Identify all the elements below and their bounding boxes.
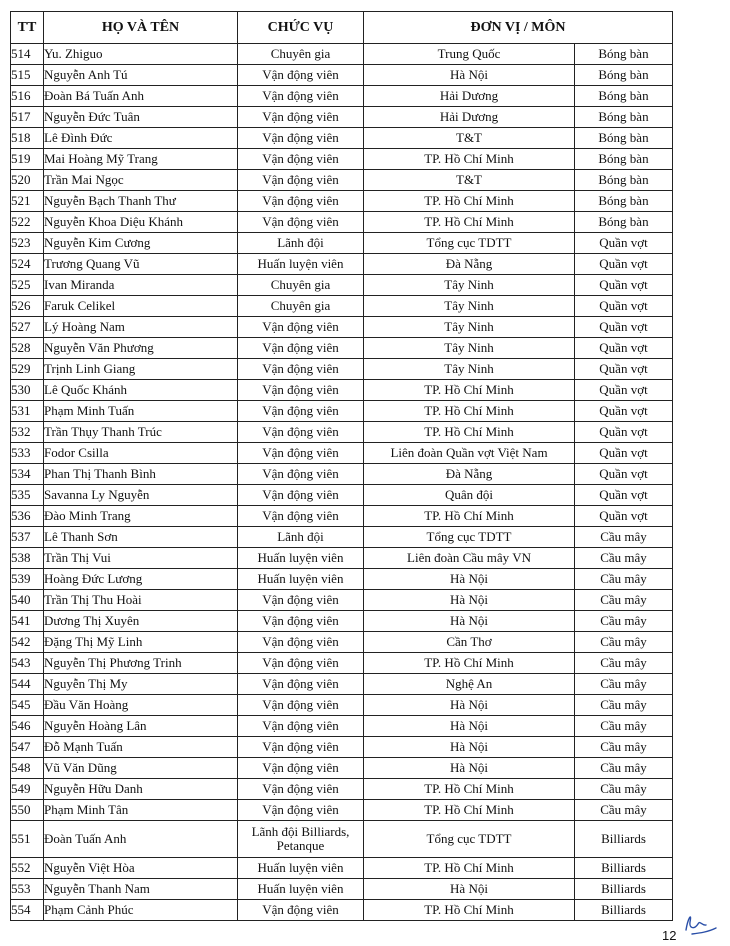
- cell-unit: Tây Ninh: [364, 317, 575, 338]
- cell-role: Vận động viên: [238, 338, 364, 359]
- cell-name: Đặng Thị Mỹ Linh: [44, 632, 238, 653]
- cell-tt: 519: [11, 149, 44, 170]
- cell-name: Trịnh Linh Giang: [44, 359, 238, 380]
- cell-name: Nguyễn Thị Phương Trinh: [44, 653, 238, 674]
- cell-unit: Hà Nội: [364, 879, 575, 900]
- cell-tt: 538: [11, 548, 44, 569]
- table-row: [11, 569, 673, 590]
- cell-unit: TP. Hồ Chí Minh: [364, 212, 575, 233]
- table-row: [11, 737, 673, 758]
- cell-unit: Liên đoàn Quần vợt Việt Nam: [364, 443, 575, 464]
- cell-role: Vận động viên: [238, 380, 364, 401]
- cell-sport: Bóng bàn: [575, 44, 673, 65]
- table-row: [11, 317, 673, 338]
- cell-role: Vận động viên: [238, 779, 364, 800]
- cell-role: Vận động viên: [238, 900, 364, 921]
- cell-name: Trương Quang Vũ: [44, 254, 238, 275]
- cell-role: Vận động viên: [238, 506, 364, 527]
- table-row: [11, 212, 673, 233]
- cell-role: Vận động viên: [238, 86, 364, 107]
- cell-unit: Quân đội: [364, 485, 575, 506]
- cell-tt: 522: [11, 212, 44, 233]
- table-row: [11, 800, 673, 821]
- cell-role: Vận động viên: [238, 632, 364, 653]
- table-row: [11, 44, 673, 65]
- cell-role: Vận động viên: [238, 653, 364, 674]
- cell-tt: 541: [11, 611, 44, 632]
- cell-name: Nguyễn Văn Phương: [44, 338, 238, 359]
- cell-name: Lê Đình Đức: [44, 128, 238, 149]
- cell-unit: TP. Hồ Chí Minh: [364, 149, 575, 170]
- cell-role: Vận động viên: [238, 674, 364, 695]
- cell-name: Lý Hoàng Nam: [44, 317, 238, 338]
- cell-sport: Quần vợt: [575, 485, 673, 506]
- cell-unit: TP. Hồ Chí Minh: [364, 800, 575, 821]
- cell-role: Chuyên gia: [238, 275, 364, 296]
- cell-unit: Nghệ An: [364, 674, 575, 695]
- cell-name: Trần Thụy Thanh Trúc: [44, 422, 238, 443]
- table-row: [11, 485, 673, 506]
- cell-role: Lãnh đội Billiards, Petanque: [238, 821, 364, 858]
- cell-sport: Quần vợt: [575, 464, 673, 485]
- cell-sport: Cầu mây: [575, 758, 673, 779]
- cell-name: Faruk Celikel: [44, 296, 238, 317]
- cell-role: Vận động viên: [238, 716, 364, 737]
- table-row: [11, 296, 673, 317]
- cell-unit: TP. Hồ Chí Minh: [364, 191, 575, 212]
- cell-role: Vận động viên: [238, 737, 364, 758]
- cell-tt: 546: [11, 716, 44, 737]
- cell-sport: Quần vợt: [575, 296, 673, 317]
- cell-unit: Hà Nội: [364, 695, 575, 716]
- cell-tt: 534: [11, 464, 44, 485]
- cell-sport: Cầu mây: [575, 632, 673, 653]
- roster-table: [10, 11, 673, 921]
- cell-name: Đoàn Bá Tuấn Anh: [44, 86, 238, 107]
- cell-sport: Quần vợt: [575, 380, 673, 401]
- cell-role: Huấn luyện viên: [238, 858, 364, 879]
- cell-tt: 518: [11, 128, 44, 149]
- cell-unit: TP. Hồ Chí Minh: [364, 900, 575, 921]
- table-row: [11, 359, 673, 380]
- table-row: [11, 443, 673, 464]
- table-row: [11, 821, 673, 858]
- cell-tt: 542: [11, 632, 44, 653]
- cell-unit: Trung Quốc: [364, 44, 575, 65]
- cell-tt: 550: [11, 800, 44, 821]
- cell-sport: Cầu mây: [575, 737, 673, 758]
- cell-name: Đầu Văn Hoàng: [44, 695, 238, 716]
- cell-unit: T&T: [364, 170, 575, 191]
- table-row: [11, 380, 673, 401]
- cell-sport: Cầu mây: [575, 527, 673, 548]
- cell-sport: Cầu mây: [575, 590, 673, 611]
- table-row: [11, 590, 673, 611]
- cell-sport: Bóng bàn: [575, 65, 673, 86]
- cell-sport: Cầu mây: [575, 569, 673, 590]
- cell-tt: 530: [11, 380, 44, 401]
- cell-unit: Tây Ninh: [364, 359, 575, 380]
- table-row: [11, 527, 673, 548]
- cell-name: Phạm Minh Tuấn: [44, 401, 238, 422]
- table-row: [11, 338, 673, 359]
- cell-tt: 529: [11, 359, 44, 380]
- cell-role: Vận động viên: [238, 212, 364, 233]
- cell-name: Nguyễn Đức Tuân: [44, 107, 238, 128]
- cell-unit: Liên đoàn Cầu mây VN: [364, 548, 575, 569]
- cell-unit: Hà Nội: [364, 611, 575, 632]
- table-row: [11, 611, 673, 632]
- cell-tt: 521: [11, 191, 44, 212]
- cell-role: Vận động viên: [238, 191, 364, 212]
- cell-tt: 545: [11, 695, 44, 716]
- cell-unit: Hà Nội: [364, 758, 575, 779]
- table-row: [11, 900, 673, 921]
- cell-name: Nguyễn Hữu Danh: [44, 779, 238, 800]
- cell-tt: 517: [11, 107, 44, 128]
- cell-sport: Quần vợt: [575, 233, 673, 254]
- cell-name: Nguyễn Bạch Thanh Thư: [44, 191, 238, 212]
- cell-sport: Billiards: [575, 900, 673, 921]
- table-row: [11, 653, 673, 674]
- cell-tt: 554: [11, 900, 44, 921]
- table-row: [11, 401, 673, 422]
- cell-unit: TP. Hồ Chí Minh: [364, 779, 575, 800]
- cell-sport: Cầu mây: [575, 653, 673, 674]
- table-row: [11, 65, 673, 86]
- cell-unit: Hải Dương: [364, 107, 575, 128]
- cell-name: Mai Hoàng Mỹ Trang: [44, 149, 238, 170]
- cell-name: Đỗ Mạnh Tuấn: [44, 737, 238, 758]
- cell-name: Phan Thị Thanh Bình: [44, 464, 238, 485]
- cell-role: Vận động viên: [238, 149, 364, 170]
- cell-tt: 515: [11, 65, 44, 86]
- table-row: [11, 107, 673, 128]
- cell-role: Vận động viên: [238, 695, 364, 716]
- cell-name: Yu. Zhiguo: [44, 44, 238, 65]
- cell-tt: 528: [11, 338, 44, 359]
- cell-name: Vũ Văn Dũng: [44, 758, 238, 779]
- cell-role: Huấn luyện viên: [238, 879, 364, 900]
- table-row: [11, 779, 673, 800]
- cell-name: Trần Thị Vui: [44, 548, 238, 569]
- table-row: [11, 128, 673, 149]
- cell-name: Trần Mai Ngọc: [44, 170, 238, 191]
- cell-sport: Quần vợt: [575, 359, 673, 380]
- table-row: [11, 506, 673, 527]
- cell-sport: Quần vợt: [575, 317, 673, 338]
- cell-name: Nguyễn Thanh Nam: [44, 879, 238, 900]
- cell-sport: Cầu mây: [575, 611, 673, 632]
- cell-name: Nguyễn Anh Tú: [44, 65, 238, 86]
- cell-tt: 544: [11, 674, 44, 695]
- cell-sport: Bóng bàn: [575, 212, 673, 233]
- cell-tt: 543: [11, 653, 44, 674]
- cell-unit: Tổng cục TDTT: [364, 821, 575, 858]
- cell-name: Hoàng Đức Lương: [44, 569, 238, 590]
- cell-sport: Cầu mây: [575, 548, 673, 569]
- cell-unit: Đà Nẵng: [364, 464, 575, 485]
- cell-sport: Quần vợt: [575, 338, 673, 359]
- cell-name: Lê Quốc Khánh: [44, 380, 238, 401]
- cell-name: Nguyễn Việt Hòa: [44, 858, 238, 879]
- cell-tt: 532: [11, 422, 44, 443]
- table-row: [11, 170, 673, 191]
- cell-unit: Hà Nội: [364, 569, 575, 590]
- cell-unit: Tây Ninh: [364, 275, 575, 296]
- cell-role: Vận động viên: [238, 317, 364, 338]
- signature-mark: [678, 908, 718, 938]
- header-role: CHỨC VỤ: [238, 12, 364, 44]
- cell-unit: TP. Hồ Chí Minh: [364, 506, 575, 527]
- cell-name: Trần Thị Thu Hoài: [44, 590, 238, 611]
- cell-tt: 514: [11, 44, 44, 65]
- cell-role: Vận động viên: [238, 65, 364, 86]
- cell-unit: TP. Hồ Chí Minh: [364, 422, 575, 443]
- cell-name: Nguyễn Kim Cương: [44, 233, 238, 254]
- cell-tt: 537: [11, 527, 44, 548]
- cell-sport: Bóng bàn: [575, 86, 673, 107]
- table-row: [11, 879, 673, 900]
- cell-tt: 553: [11, 879, 44, 900]
- table-row: [11, 548, 673, 569]
- cell-name: Phạm Minh Tân: [44, 800, 238, 821]
- cell-sport: Quần vợt: [575, 422, 673, 443]
- cell-tt: 525: [11, 275, 44, 296]
- cell-role: Vận động viên: [238, 107, 364, 128]
- cell-sport: Quần vợt: [575, 401, 673, 422]
- cell-tt: 535: [11, 485, 44, 506]
- cell-unit: Hà Nội: [364, 65, 575, 86]
- cell-sport: Billiards: [575, 858, 673, 879]
- cell-sport: Cầu mây: [575, 695, 673, 716]
- roster-body: [11, 44, 673, 921]
- cell-sport: Cầu mây: [575, 800, 673, 821]
- cell-unit: Hà Nội: [364, 716, 575, 737]
- cell-sport: Quần vợt: [575, 254, 673, 275]
- page-number: 12: [662, 928, 677, 943]
- cell-unit: TP. Hồ Chí Minh: [364, 380, 575, 401]
- table-row: [11, 149, 673, 170]
- cell-unit: Cần Thơ: [364, 632, 575, 653]
- cell-sport: Bóng bàn: [575, 191, 673, 212]
- table-row: [11, 858, 673, 879]
- table-row: [11, 464, 673, 485]
- cell-sport: Quần vợt: [575, 443, 673, 464]
- table-row: [11, 86, 673, 107]
- cell-role: Lãnh đội: [238, 233, 364, 254]
- cell-role: Huấn luyện viên: [238, 254, 364, 275]
- cell-tt: 516: [11, 86, 44, 107]
- header-name: HỌ VÀ TÊN: [44, 12, 238, 44]
- cell-unit: Hà Nội: [364, 737, 575, 758]
- cell-tt: 539: [11, 569, 44, 590]
- table-row: [11, 695, 673, 716]
- cell-tt: 531: [11, 401, 44, 422]
- header-unit: ĐƠN VỊ / MÔN: [364, 12, 673, 44]
- cell-tt: 524: [11, 254, 44, 275]
- cell-tt: 520: [11, 170, 44, 191]
- cell-name: Đoàn Tuấn Anh: [44, 821, 238, 858]
- cell-unit: TP. Hồ Chí Minh: [364, 858, 575, 879]
- cell-role: Vận động viên: [238, 401, 364, 422]
- cell-sport: Quần vợt: [575, 275, 673, 296]
- cell-role: Vận động viên: [238, 422, 364, 443]
- cell-tt: 548: [11, 758, 44, 779]
- cell-unit: Tây Ninh: [364, 296, 575, 317]
- cell-sport: Bóng bàn: [575, 149, 673, 170]
- cell-name: Fodor Csilla: [44, 443, 238, 464]
- cell-role: Huấn luyện viên: [238, 569, 364, 590]
- table-row: [11, 758, 673, 779]
- cell-name: Ivan Miranda: [44, 275, 238, 296]
- cell-unit: TP. Hồ Chí Minh: [364, 653, 575, 674]
- cell-role: Vận động viên: [238, 128, 364, 149]
- cell-tt: 551: [11, 821, 44, 858]
- cell-unit: Tổng cục TDTT: [364, 233, 575, 254]
- table-row: [11, 191, 673, 212]
- cell-tt: 547: [11, 737, 44, 758]
- cell-sport: Billiards: [575, 821, 673, 858]
- cell-sport: Cầu mây: [575, 779, 673, 800]
- cell-sport: Cầu mây: [575, 674, 673, 695]
- cell-sport: Bóng bàn: [575, 170, 673, 191]
- cell-role: Chuyên gia: [238, 44, 364, 65]
- cell-name: Đào Minh Trang: [44, 506, 238, 527]
- cell-tt: 536: [11, 506, 44, 527]
- cell-name: Dương Thị Xuyên: [44, 611, 238, 632]
- table-row: [11, 233, 673, 254]
- cell-role: Vận động viên: [238, 611, 364, 632]
- table-row: [11, 422, 673, 443]
- header-row: [11, 12, 673, 44]
- cell-tt: 540: [11, 590, 44, 611]
- cell-name: Phạm Cảnh Phúc: [44, 900, 238, 921]
- cell-sport: Bóng bàn: [575, 107, 673, 128]
- cell-unit: Tây Ninh: [364, 338, 575, 359]
- cell-role: Vận động viên: [238, 590, 364, 611]
- cell-tt: 527: [11, 317, 44, 338]
- cell-role: Chuyên gia: [238, 296, 364, 317]
- cell-unit: Tổng cục TDTT: [364, 527, 575, 548]
- cell-role: Vận động viên: [238, 464, 364, 485]
- cell-sport: Quần vợt: [575, 506, 673, 527]
- table-row: [11, 632, 673, 653]
- cell-unit: Đà Nẵng: [364, 254, 575, 275]
- cell-sport: Bóng bàn: [575, 128, 673, 149]
- cell-role: Vận động viên: [238, 485, 364, 506]
- cell-tt: 533: [11, 443, 44, 464]
- cell-tt: 552: [11, 858, 44, 879]
- cell-name: Nguyễn Thị My: [44, 674, 238, 695]
- cell-tt: 523: [11, 233, 44, 254]
- table-row: [11, 674, 673, 695]
- cell-sport: Billiards: [575, 879, 673, 900]
- cell-role: Vận động viên: [238, 170, 364, 191]
- table-row: [11, 254, 673, 275]
- cell-tt: 526: [11, 296, 44, 317]
- cell-sport: Cầu mây: [575, 716, 673, 737]
- cell-name: Nguyễn Khoa Diệu Khánh: [44, 212, 238, 233]
- cell-role: Vận động viên: [238, 800, 364, 821]
- cell-name: Nguyễn Hoàng Lân: [44, 716, 238, 737]
- table-row: [11, 716, 673, 737]
- cell-name: Lê Thanh Sơn: [44, 527, 238, 548]
- cell-role: Vận động viên: [238, 443, 364, 464]
- cell-unit: TP. Hồ Chí Minh: [364, 401, 575, 422]
- header-tt: TT: [11, 12, 44, 44]
- cell-tt: 549: [11, 779, 44, 800]
- cell-role: Vận động viên: [238, 359, 364, 380]
- cell-name: Savanna Ly Nguyễn: [44, 485, 238, 506]
- cell-role: Huấn luyện viên: [238, 548, 364, 569]
- cell-unit: T&T: [364, 128, 575, 149]
- cell-unit: Hải Dương: [364, 86, 575, 107]
- cell-unit: Hà Nội: [364, 590, 575, 611]
- table-row: [11, 275, 673, 296]
- cell-role: Lãnh đội: [238, 527, 364, 548]
- cell-role: Vận động viên: [238, 758, 364, 779]
